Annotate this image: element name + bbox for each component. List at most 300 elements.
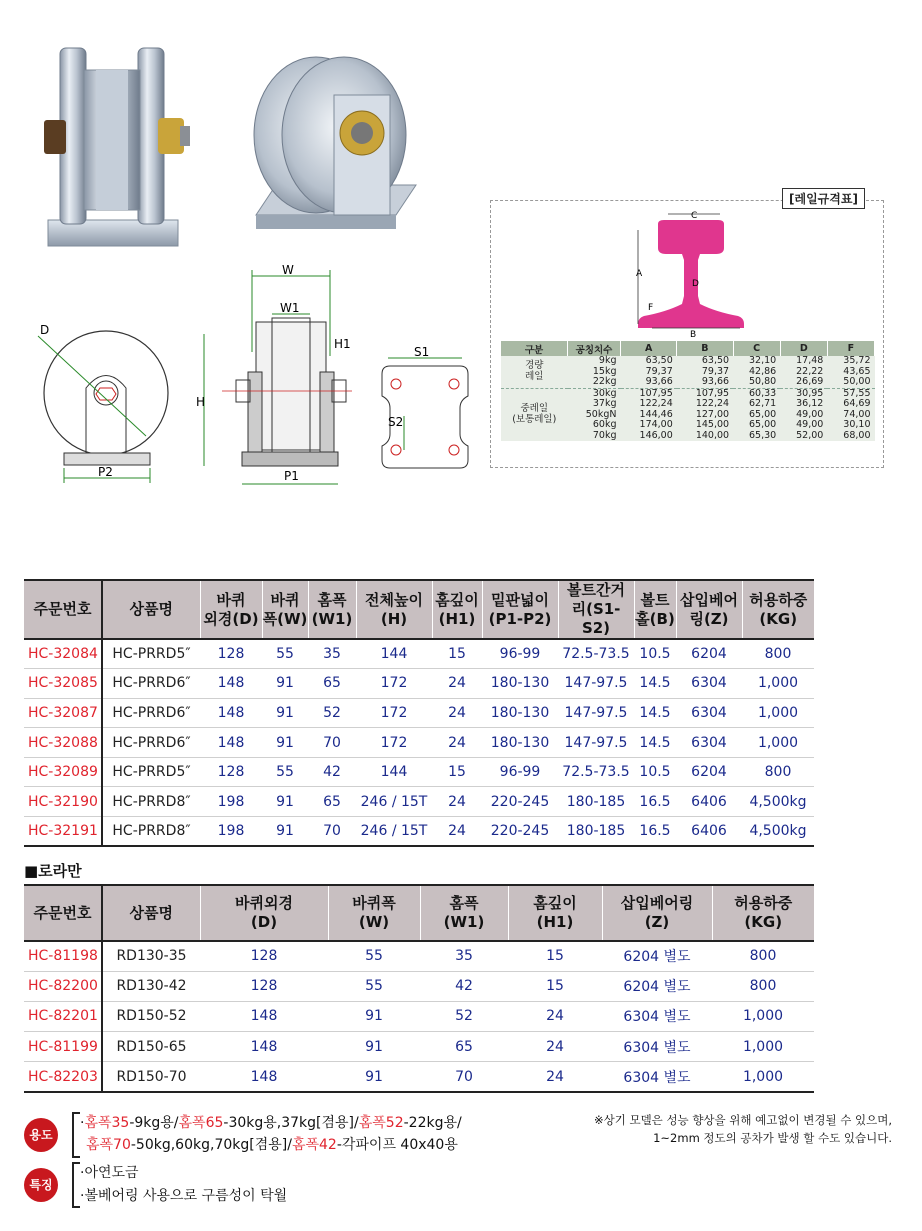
- spec-cell: 35: [308, 639, 356, 669]
- spec-cell: 6204 별도: [602, 941, 712, 971]
- usage-bracket: [72, 1112, 80, 1158]
- spec-cell: 65: [308, 669, 356, 699]
- header-text: 홈폭: [449, 894, 479, 912]
- rail-header: 구분: [501, 341, 568, 356]
- dim-P2-label: P2: [98, 465, 113, 479]
- spec-cell: 24: [508, 1032, 602, 1062]
- rail-cell: 30,95: [780, 388, 827, 399]
- table1-header-8: [558, 580, 634, 639]
- spec-cell: 15: [508, 941, 602, 971]
- spec-cell: 91: [262, 669, 308, 699]
- table-row: [24, 757, 814, 787]
- spec-cell: 55: [262, 757, 308, 787]
- rail-cell: 50kgN: [568, 410, 621, 421]
- spec-cell: 1,000: [712, 1062, 814, 1092]
- header-text: 삽입베어: [680, 590, 738, 609]
- rail-group-standard: [501, 388, 568, 441]
- order-number-cell: HC-32088: [24, 728, 102, 758]
- header-text: 바퀴: [270, 590, 300, 609]
- table1-header-5: [356, 580, 432, 639]
- header-text: (H1): [438, 609, 476, 628]
- product-name-cell: HC-PRRD5″: [102, 639, 200, 669]
- header-text: (KG): [744, 913, 783, 931]
- spec-cell: 172: [356, 728, 432, 758]
- rail-cell: 30kg: [568, 388, 621, 399]
- spec-cell: 148: [200, 728, 262, 758]
- usage-text-run: ·: [80, 1115, 85, 1131]
- spec-cell: 6204 별도: [602, 971, 712, 1001]
- spec-cell: 144: [356, 639, 432, 669]
- spec-cell: 800: [712, 971, 814, 1001]
- spec-cell: 14.5: [634, 698, 676, 728]
- spec-cell: 91: [262, 698, 308, 728]
- header-text: 바퀴: [216, 590, 246, 609]
- rail-cell: 127,00: [677, 410, 733, 421]
- usage-text-run: -각파이프 40x40용: [336, 1137, 458, 1153]
- spec-cell: 24: [508, 1001, 602, 1031]
- rail-group-line: (보통레일): [512, 413, 557, 425]
- spec-cell: 800: [712, 941, 814, 971]
- spec-cell: 24: [508, 1062, 602, 1092]
- table1-header-0: [24, 580, 102, 639]
- header-text: 홀(B): [635, 609, 675, 628]
- roller-spec-table: [24, 884, 814, 1093]
- rail-header: B: [677, 341, 733, 356]
- spec-cell: 15: [508, 971, 602, 1001]
- spec-cell: 10.5: [634, 757, 676, 787]
- spec-cell: 172: [356, 669, 432, 699]
- features-bracket: [72, 1162, 80, 1208]
- spec-cell: 24: [432, 669, 482, 699]
- spec-cell: 91: [262, 817, 308, 847]
- header-text: 상품명: [129, 600, 173, 618]
- spec-cell: 15: [432, 757, 482, 787]
- table2-header-5: [508, 885, 602, 941]
- header-text: (KG): [759, 609, 798, 628]
- header-text: 바퀴폭: [352, 894, 396, 912]
- spec-cell: 6204: [676, 639, 742, 669]
- product-spec-table: [24, 579, 814, 847]
- rail-group-light: [501, 356, 568, 388]
- rail-cell: 70kg: [568, 431, 621, 442]
- rail-cell: 93,66: [621, 377, 677, 388]
- spec-cell: 180-130: [482, 698, 558, 728]
- side-view-drawing: [28, 318, 178, 498]
- usage-text-run: 홈폭65: [178, 1115, 224, 1131]
- table-row: [24, 817, 814, 847]
- spec-cell: 91: [328, 1001, 420, 1031]
- order-number-cell: HC-32087: [24, 698, 102, 728]
- rail-row: [501, 356, 875, 367]
- rail-header: A: [621, 341, 677, 356]
- order-number-cell: HC-82201: [24, 1001, 102, 1031]
- table1-header-2: [200, 580, 262, 639]
- spec-cell: 1,000: [712, 1032, 814, 1062]
- table-row: [24, 1032, 814, 1062]
- spec-cell: 1,000: [742, 669, 814, 699]
- rail-cell: 79,37: [677, 367, 733, 378]
- header-text: (W1): [443, 913, 485, 931]
- spec-cell: 91: [262, 728, 308, 758]
- spec-cell: 72.5-73.5: [558, 639, 634, 669]
- usage-line-1: [80, 1112, 462, 1132]
- table2-header-4: [420, 885, 508, 941]
- spec-cell: 14.5: [634, 669, 676, 699]
- rail-dim-B: B: [690, 330, 697, 340]
- spec-cell: 246 / 15T: [356, 787, 432, 817]
- features-badge: 특징: [24, 1168, 58, 1202]
- spec-cell: 91: [262, 787, 308, 817]
- spec-cell: 55: [328, 941, 420, 971]
- table1-header-7: [482, 580, 558, 639]
- spec-cell: 24: [432, 817, 482, 847]
- remark-line-1: ※상기 모델은 성능 향상을 위해 예고없이 변경될 수 있으며,: [593, 1113, 892, 1127]
- order-number-cell: HC-82200: [24, 971, 102, 1001]
- spec-cell: 144: [356, 757, 432, 787]
- spec-cell: 220-245: [482, 787, 558, 817]
- header-text: 전체높이: [365, 590, 423, 609]
- header-text: 상품명: [129, 903, 173, 922]
- spec-cell: 15: [432, 639, 482, 669]
- spec-cell: 128: [200, 941, 328, 971]
- rail-group-line: 중레일: [520, 403, 549, 415]
- rail-cell: 60kg: [568, 420, 621, 431]
- spec-cell: 172: [356, 698, 432, 728]
- rail-cell: 107,95: [621, 388, 677, 399]
- spec-cell: 147-97.5: [558, 669, 634, 699]
- table-row: [24, 971, 814, 1001]
- spec-cell: 6406: [676, 787, 742, 817]
- spec-cell: 246 / 15T: [356, 817, 432, 847]
- header-text: (H1): [536, 913, 574, 931]
- product-name-cell: RD150-70: [102, 1062, 200, 1092]
- dim-S1-label: S1: [414, 346, 430, 359]
- spec-cell: 6304 별도: [602, 1001, 712, 1031]
- header-text: 홈깊이: [533, 894, 577, 912]
- roller-only-section-label: ■로라만: [24, 862, 82, 880]
- spec-cell: 4,500kg: [742, 787, 814, 817]
- usage-badge: 용도: [24, 1118, 58, 1152]
- header-text: (D): [250, 913, 278, 931]
- rail-dim-F: F: [648, 303, 654, 313]
- spec-cell: 147-97.5: [558, 728, 634, 758]
- header-text: 삽입베어링: [620, 894, 694, 912]
- dim-S2-label: S2: [388, 415, 404, 429]
- rail-profile-drawing: [620, 200, 760, 340]
- header-text: 볼트간거: [567, 581, 625, 599]
- spec-cell: 70: [308, 728, 356, 758]
- spec-cell: 1,000: [742, 698, 814, 728]
- rail-cell: 22,22: [780, 367, 827, 378]
- spec-cell: 198: [200, 817, 262, 847]
- rail-cell: 79,37: [621, 367, 677, 378]
- rail-spec-table: [501, 341, 875, 441]
- order-number-cell: HC-32089: [24, 757, 102, 787]
- header-text: (Z): [644, 913, 670, 931]
- spec-cell: 180-130: [482, 728, 558, 758]
- header-text: 허용하중: [734, 894, 793, 912]
- table-row: [24, 669, 814, 699]
- product-name-cell: RD130-35: [102, 941, 200, 971]
- spec-cell: 148: [200, 1001, 328, 1031]
- dim-D-label: D: [40, 323, 50, 337]
- rail-spec-title: [레일규격표]: [782, 188, 865, 209]
- header-text: 밑판넓이: [491, 590, 549, 609]
- table2-header-1: [102, 885, 200, 941]
- rail-cell: 17,48: [780, 356, 827, 367]
- rail-cell: 52,00: [780, 431, 827, 442]
- table-row: [24, 787, 814, 817]
- spec-cell: 180-130: [482, 669, 558, 699]
- spec-cell: 65: [420, 1032, 508, 1062]
- rail-cell: 26,69: [780, 377, 827, 388]
- table1-header-6: [432, 580, 482, 639]
- header-text: 리(S1-S2): [571, 600, 621, 637]
- spec-cell: 70: [420, 1062, 508, 1092]
- spec-cell: 6304 별도: [602, 1062, 712, 1092]
- spec-cell: 6304: [676, 698, 742, 728]
- product-name-cell: HC-PRRD6″: [102, 698, 200, 728]
- table2-header-6: [602, 885, 712, 941]
- rail-cell: 93,66: [677, 377, 733, 388]
- remark-line-2: 1~2mm 정도의 공차가 발생 할 수도 있습니다.: [653, 1131, 892, 1145]
- dim-H-label: H: [196, 395, 206, 409]
- rail-header: F: [827, 341, 874, 356]
- spec-cell: 6304 별도: [602, 1032, 712, 1062]
- product-photo-front: [38, 40, 208, 250]
- spec-cell: 180-185: [558, 787, 634, 817]
- header-text: (W1): [311, 609, 353, 628]
- spec-cell: 96-99: [482, 757, 558, 787]
- rail-cell: 22kg: [568, 377, 621, 388]
- rail-cell: 68,00: [827, 431, 874, 442]
- spec-cell: 6406: [676, 817, 742, 847]
- spec-cell: 52: [308, 698, 356, 728]
- rail-cell: 15kg: [568, 367, 621, 378]
- rail-cell: 74,00: [827, 410, 874, 421]
- table-row: [24, 728, 814, 758]
- rail-cell: 140,00: [677, 431, 733, 442]
- base-plate-drawing: [376, 346, 476, 476]
- table1-header-3: [262, 580, 308, 639]
- rail-cell: 174,00: [621, 420, 677, 431]
- rail-cell: 65,30: [733, 431, 780, 442]
- rail-dim-A: A: [636, 269, 643, 279]
- usage-text-run: -50kg,60kg,70kg[겸용]/: [130, 1137, 292, 1153]
- product-photo-angle: [246, 55, 426, 235]
- table-row: [24, 1062, 814, 1092]
- rail-group-line: 레일: [525, 370, 544, 382]
- table-row: [24, 1001, 814, 1031]
- rail-cell: 50,00: [827, 377, 874, 388]
- header-text: 폭(W): [262, 609, 308, 628]
- spec-cell: 6304: [676, 728, 742, 758]
- spec-cell: 16.5: [634, 817, 676, 847]
- product-name-cell: HC-PRRD5″: [102, 757, 200, 787]
- table2-header-0: [24, 885, 102, 941]
- rail-cell: 57,55: [827, 388, 874, 399]
- spec-cell: 148: [200, 1032, 328, 1062]
- table2-header-7: [712, 885, 814, 941]
- table2-header-3: [328, 885, 420, 941]
- spec-cell: 148: [200, 1062, 328, 1092]
- spec-cell: 6204: [676, 757, 742, 787]
- spec-cell: 198: [200, 787, 262, 817]
- rail-cell: 63,50: [677, 356, 733, 367]
- spec-cell: 800: [742, 757, 814, 787]
- product-name-cell: HC-PRRD6″: [102, 728, 200, 758]
- usage-text-run: 홈폭42: [291, 1137, 337, 1153]
- spec-cell: 24: [432, 728, 482, 758]
- rail-cell: 50,80: [733, 377, 780, 388]
- header-text: 홈폭: [317, 590, 347, 609]
- rail-cell: 65,00: [733, 420, 780, 431]
- header-text: (W): [358, 913, 390, 931]
- table1-header-1: [102, 580, 200, 639]
- product-name-cell: HC-PRRD8″: [102, 817, 200, 847]
- table2-header-2: [200, 885, 328, 941]
- rail-cell: 60,33: [733, 388, 780, 399]
- spec-cell: 10.5: [634, 639, 676, 669]
- spec-cell: 128: [200, 639, 262, 669]
- feature-line-2: ·볼베어링 사용으로 구름성이 탁월: [80, 1188, 288, 1204]
- spec-cell: 91: [328, 1062, 420, 1092]
- spec-cell: 1,000: [712, 1001, 814, 1031]
- rail-cell: 49,00: [780, 420, 827, 431]
- header-text: 볼트: [640, 590, 670, 609]
- table-row: [24, 941, 814, 971]
- spec-cell: 16.5: [634, 787, 676, 817]
- spec-cell: 1,000: [742, 728, 814, 758]
- feature-line-1: ·아연도금: [80, 1165, 139, 1181]
- spec-cell: 42: [308, 757, 356, 787]
- rail-cell: 146,00: [621, 431, 677, 442]
- rail-group-line: 경량: [525, 360, 544, 372]
- dim-H1-label: H1: [334, 337, 351, 351]
- dim-P1-label: P1: [284, 469, 299, 483]
- dim-W1-label: W1: [280, 301, 300, 315]
- header-text: 주문번호: [33, 903, 92, 922]
- order-number-cell: HC-32085: [24, 669, 102, 699]
- product-name-cell: RD150-65: [102, 1032, 200, 1062]
- rail-cell: 43,65: [827, 367, 874, 378]
- header-text: 허용하중: [749, 590, 808, 609]
- rail-cell: 32,10: [733, 356, 780, 367]
- order-number-cell: HC-32190: [24, 787, 102, 817]
- table-row: [24, 639, 814, 669]
- header-text: 바퀴외경: [235, 894, 293, 912]
- table1-header-10: [676, 580, 742, 639]
- spec-cell: 55: [328, 971, 420, 1001]
- spec-cell: 4,500kg: [742, 817, 814, 847]
- spec-cell: 72.5-73.5: [558, 757, 634, 787]
- rail-cell: 144,46: [621, 410, 677, 421]
- product-name-cell: RD150-52: [102, 1001, 200, 1031]
- rail-cell: 36,12: [780, 399, 827, 410]
- header-text: (P1-P2): [488, 609, 552, 628]
- rail-cell: 9kg: [568, 356, 621, 367]
- spec-cell: 148: [200, 669, 262, 699]
- usage-text-run: -30kg용,37kg[겸용]/: [223, 1115, 359, 1131]
- rail-cell: 64,69: [827, 399, 874, 410]
- spec-cell: 55: [262, 639, 308, 669]
- usage-text-run: 홈폭70: [86, 1137, 131, 1153]
- usage-text-run: 홈폭52: [358, 1115, 404, 1131]
- table1-header-9: [634, 580, 676, 639]
- rail-cell: 49,00: [780, 410, 827, 421]
- usage-text-run: 홈폭35: [84, 1115, 130, 1131]
- header-text: 주문번호: [33, 600, 92, 618]
- spec-cell: 65: [308, 787, 356, 817]
- table-row: [24, 698, 814, 728]
- header-text: (H): [380, 609, 408, 628]
- spec-cell: 42: [420, 971, 508, 1001]
- table1-header-4: [308, 580, 356, 639]
- rail-cell: 122,24: [677, 399, 733, 410]
- spec-cell: 24: [432, 787, 482, 817]
- spec-cell: 6304: [676, 669, 742, 699]
- table1-header-11: [742, 580, 814, 639]
- rail-cell: 35,72: [827, 356, 874, 367]
- rail-dim-D: D: [692, 279, 699, 289]
- order-number-cell: HC-81199: [24, 1032, 102, 1062]
- spec-cell: 91: [328, 1032, 420, 1062]
- rail-cell: 37kg: [568, 399, 621, 410]
- order-number-cell: HC-81198: [24, 941, 102, 971]
- header-text: 외경(D): [203, 609, 259, 628]
- spec-cell: 96-99: [482, 639, 558, 669]
- header-text: 링(Z): [689, 609, 729, 628]
- rail-cell: 30,10: [827, 420, 874, 431]
- dim-W-label: W: [282, 263, 294, 277]
- spec-cell: 14.5: [634, 728, 676, 758]
- usage-text-run: -9kg용/: [129, 1115, 179, 1131]
- rail-cell: 42,86: [733, 367, 780, 378]
- rail-header: 공칭치수: [568, 341, 621, 356]
- rail-cell: 63,50: [621, 356, 677, 367]
- spec-cell: 180-185: [558, 817, 634, 847]
- spec-cell: 148: [200, 698, 262, 728]
- spec-cell: 24: [432, 698, 482, 728]
- usage-text-run: -22kg용/: [403, 1115, 462, 1131]
- spec-cell: 128: [200, 971, 328, 1001]
- header-text: 홈깊이: [435, 590, 479, 609]
- rail-cell: 107,95: [677, 388, 733, 399]
- product-name-cell: RD130-42: [102, 971, 200, 1001]
- rail-cell: 145,00: [677, 420, 733, 431]
- rail-dim-C: C: [691, 211, 698, 221]
- spec-cell: 147-97.5: [558, 698, 634, 728]
- spec-cell: 220-245: [482, 817, 558, 847]
- spec-cell: 70: [308, 817, 356, 847]
- order-number-cell: HC-32191: [24, 817, 102, 847]
- spec-cell: 128: [200, 757, 262, 787]
- product-name-cell: HC-PRRD8″: [102, 787, 200, 817]
- spec-cell: 800: [742, 639, 814, 669]
- rail-header: C: [733, 341, 780, 356]
- product-name-cell: HC-PRRD6″: [102, 669, 200, 699]
- spec-cell: 35: [420, 941, 508, 971]
- order-number-cell: HC-32084: [24, 639, 102, 669]
- rail-header: D: [780, 341, 827, 356]
- usage-line-2: [86, 1134, 458, 1154]
- order-number-cell: HC-82203: [24, 1062, 102, 1092]
- rail-cell: 65,00: [733, 410, 780, 421]
- rail-cell: 122,24: [621, 399, 677, 410]
- rail-cell: 62,71: [733, 399, 780, 410]
- spec-cell: 52: [420, 1001, 508, 1031]
- front-view-drawing: [192, 262, 362, 502]
